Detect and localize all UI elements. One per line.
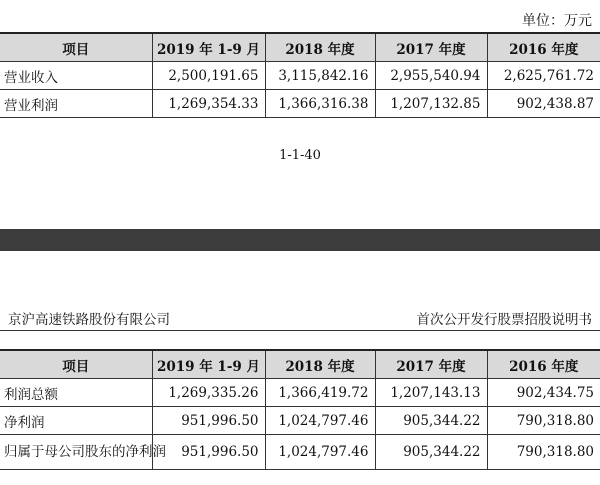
table-cell: 1,366,419.72 (265, 379, 375, 407)
column-header: 2017 年度 (375, 33, 487, 62)
table-row (0, 90, 600, 118)
unit-label: 单位：万元 (522, 13, 592, 29)
page-break-bar (0, 229, 600, 251)
column-header: 2017 年度 (375, 350, 487, 379)
table-cell: 1,269,354.33 (152, 90, 265, 118)
table-cell: 905,344.22 (375, 435, 487, 470)
table-cell: 902,434.75 (487, 379, 600, 407)
table-cell: 790,318.80 (487, 407, 600, 435)
table-cell: 2,955,540.94 (375, 62, 487, 90)
table-cell: 790,318.80 (487, 435, 600, 470)
table-row (0, 435, 600, 470)
table-cell: 951,996.50 (152, 435, 265, 470)
row-label: 归属于母公司股东的净利润 (0, 435, 152, 470)
row-label: 净利润 (0, 407, 152, 435)
table-cell: 1,207,143.13 (375, 379, 487, 407)
header-rule (0, 330, 600, 331)
table-row (0, 62, 600, 90)
table-cell: 1,366,316.38 (265, 90, 375, 118)
row-label: 营业利润 (0, 90, 152, 118)
table-header-row (0, 350, 600, 379)
table-cell: 1,207,132.85 (375, 90, 487, 118)
column-header: 2016 年度 (487, 350, 600, 379)
table-cell: 2,625,761.72 (487, 62, 600, 90)
table-cell: 1,024,797.46 (265, 407, 375, 435)
financial-table-bottom (0, 349, 600, 470)
row-label: 营业收入 (0, 62, 152, 90)
column-header: 项目 (0, 350, 152, 379)
column-header: 2019 年 1-9 月 (152, 350, 265, 379)
row-label: 利润总额 (0, 379, 152, 407)
company-name-header: 京沪高速铁路股份有限公司 (8, 312, 170, 328)
table-cell: 1,269,335.26 (152, 379, 265, 407)
document-title-header: 首次公开发行股票招股说明书 (416, 312, 592, 328)
table-cell: 902,438.87 (487, 90, 600, 118)
table-cell: 1,024,797.46 (265, 435, 375, 470)
table-row (0, 407, 600, 435)
table-cell: 2,500,191.65 (152, 62, 265, 90)
column-header: 2018 年度 (265, 350, 375, 379)
page-number: 1-1-40 (279, 148, 321, 163)
financial-table-top (0, 32, 600, 118)
table-cell: 905,344.22 (375, 407, 487, 435)
column-header: 2018 年度 (265, 33, 375, 62)
column-header: 项目 (0, 33, 152, 62)
table-row (0, 379, 600, 407)
column-header: 2019 年 1-9 月 (152, 33, 265, 62)
column-header: 2016 年度 (487, 33, 600, 62)
table-cell: 3,115,842.16 (265, 62, 375, 90)
table-cell: 951,996.50 (152, 407, 265, 435)
table-header-row (0, 33, 600, 62)
